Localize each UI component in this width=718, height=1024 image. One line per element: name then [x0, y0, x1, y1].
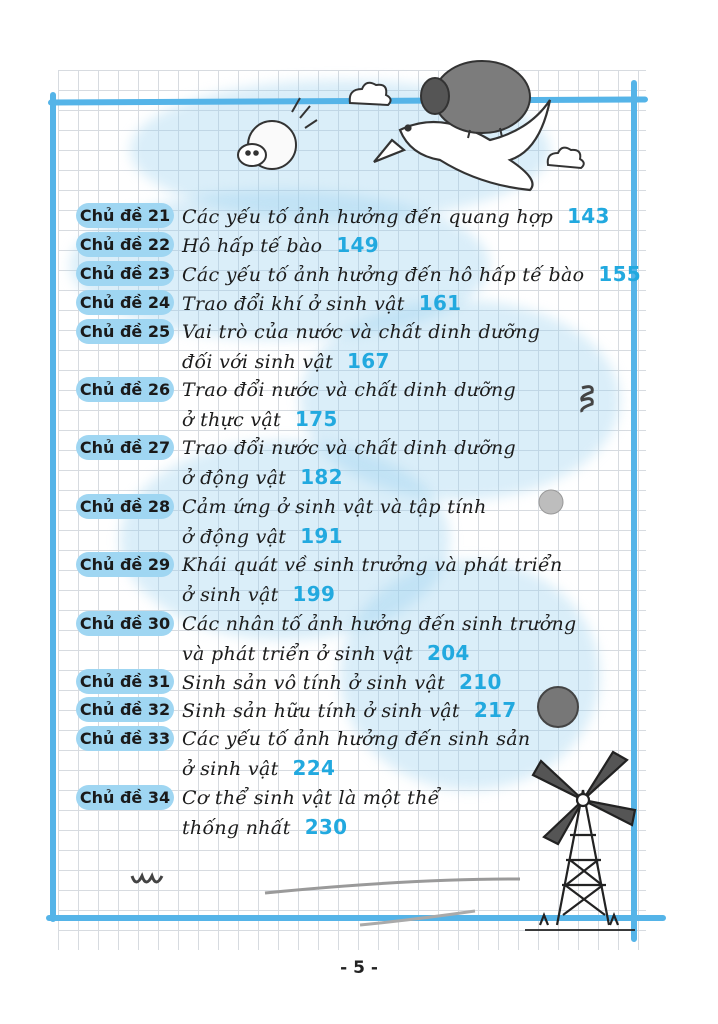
page-ref: 224	[292, 756, 336, 780]
topic-title-line: thống nhất 230	[182, 815, 348, 839]
page-ref: 204	[426, 641, 470, 665]
topic-badge: Chủ đề 31	[76, 669, 174, 694]
topic-title	[182, 725, 530, 784]
pencil-stroke	[360, 911, 475, 925]
dark-ball-icon	[538, 687, 578, 727]
toc-entry[interactable]	[76, 696, 517, 726]
topic-title-line: Các yếu tố ảnh hưởng đến quang hợp 143	[182, 204, 610, 228]
toc-entry[interactable]	[76, 376, 516, 435]
page-ref: 199	[292, 582, 336, 606]
toc-entry[interactable]	[76, 493, 487, 552]
topic-badge: Chủ đề 23	[76, 261, 174, 286]
page-ref: 217	[473, 698, 517, 722]
topic-title	[182, 260, 641, 290]
sheep-icon	[238, 98, 317, 169]
topic-badge: Chủ đề 33	[76, 726, 174, 751]
topic-badge: Chủ đề 25	[76, 319, 174, 344]
page-ref: 143	[567, 204, 610, 228]
topic-title-line: Các yếu tố ảnh hưởng đến sinh sản	[182, 728, 531, 750]
topic-badge: Chủ đề 32	[76, 697, 174, 722]
topic-title-line: Các yếu tố ảnh hưởng đến hô hấp tế bào 155	[182, 262, 642, 286]
topic-title-line: Trao đổi khí ở sinh vật 161	[182, 291, 462, 315]
page-ref: 230	[304, 815, 348, 839]
topic-badge: Chủ đề 27	[76, 435, 174, 460]
topic-title-line: Trao đổi nước và chất dinh dưỡng	[182, 379, 516, 401]
topic-badge: Chủ đề 28	[76, 494, 174, 519]
topic-title	[182, 696, 517, 726]
page-ref: 191	[300, 524, 343, 548]
topic-title	[182, 668, 502, 698]
topic-title	[182, 289, 461, 319]
topic-title-line: Sinh sản vô tính ở sinh vật 210	[182, 670, 502, 694]
topic-title-line: và phát triển ở sinh vật 204	[182, 641, 470, 665]
pencil-stroke	[265, 879, 520, 893]
topic-title-line: Trao đổi nước và chất dinh dưỡng	[182, 437, 516, 459]
toc-entry[interactable]	[76, 202, 610, 232]
topic-title-line: Khái quát về sinh trưởng và phát triển	[182, 554, 563, 576]
toc-entry[interactable]	[76, 784, 440, 843]
toc-entry[interactable]	[76, 231, 379, 261]
topic-badge: Chủ đề 26	[76, 377, 174, 402]
page-ref: 155	[598, 262, 642, 286]
topic-title-line: đối với sinh vật 167	[182, 349, 390, 373]
page-ref: 175	[294, 407, 338, 431]
topic-title	[182, 610, 576, 669]
toc-entry[interactable]	[76, 289, 461, 319]
topic-title-line: Các nhân tố ảnh hưởng đến sinh trưởng	[182, 613, 577, 635]
page-ref: 210	[459, 670, 502, 694]
page-ref: 149	[336, 233, 379, 257]
topic-title-line: ở sinh vật 224	[182, 756, 336, 780]
topic-title	[182, 434, 516, 493]
topic-title	[182, 231, 379, 261]
topic-title-line: Sinh sản hữu tính ở sinh vật 217	[182, 698, 517, 722]
topic-title-line: ở sinh vật 199	[182, 582, 336, 606]
topic-title	[182, 318, 540, 377]
toc-entry[interactable]	[76, 318, 540, 377]
toc-entry[interactable]	[76, 725, 530, 784]
topic-badge: Chủ đề 24	[76, 290, 174, 315]
topic-badge: Chủ đề 29	[76, 552, 174, 577]
topic-title-line: ở động vật 191	[182, 524, 343, 548]
topic-badge: Chủ đề 30	[76, 611, 174, 636]
topic-title-line: Cảm ứng ở sinh vật và tập tính	[182, 496, 487, 518]
page-ref: 182	[300, 465, 343, 489]
topic-title-line: Vai trò của nước và chất dinh dưỡng	[182, 321, 541, 343]
topic-title	[182, 202, 610, 232]
toc-entry[interactable]	[76, 260, 641, 290]
windmill-icon	[525, 752, 635, 930]
page-number: - 5 -	[340, 958, 378, 978]
toc-entry[interactable]	[76, 434, 516, 493]
topic-title	[182, 784, 440, 843]
toc-entry[interactable]	[76, 551, 563, 610]
toc-entry[interactable]	[76, 610, 576, 669]
page-ref: 167	[347, 349, 390, 373]
topic-title	[182, 551, 563, 610]
toc-entry[interactable]	[76, 668, 502, 698]
topic-badge: Chủ đề 21	[76, 203, 174, 228]
gray-ball-icon	[539, 490, 563, 514]
topic-title-line: ở thực vật 175	[182, 407, 338, 431]
topic-title-line: ở động vật 182	[182, 465, 343, 489]
topic-title-line: Hô hấp tế bào 149	[182, 233, 379, 257]
topic-title	[182, 376, 516, 435]
page-ref: 161	[418, 291, 462, 315]
topic-badge: Chủ đề 22	[76, 232, 174, 257]
topic-badge: Chủ đề 34	[76, 785, 174, 810]
topic-title-line: Cơ thể sinh vật là một thể	[182, 787, 440, 809]
topic-title	[182, 493, 487, 552]
